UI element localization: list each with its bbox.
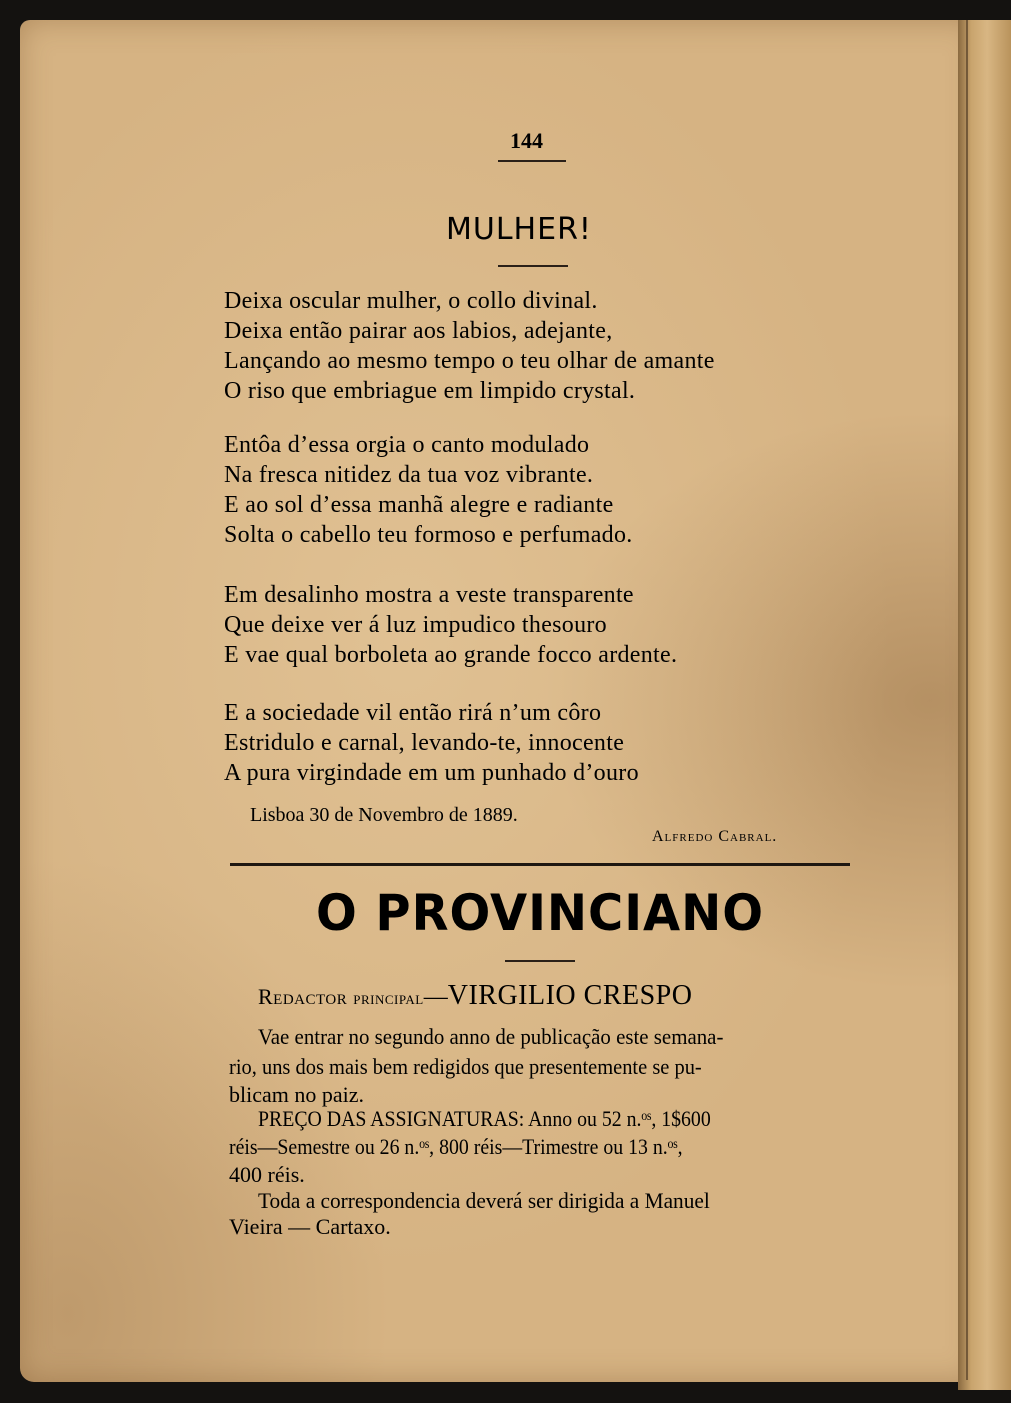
stanza-3 — [224, 580, 677, 670]
verse-line: Em desalinho mostra a veste transparente — [224, 582, 634, 608]
section-divider — [230, 863, 850, 866]
editor-name: VIRGILIO CRESPO — [447, 980, 693, 1011]
verse-line: O riso que embriague em limpido crystal. — [224, 378, 636, 404]
verse-line: E vae qual borboleta ao grande focco ardente. — [224, 642, 678, 668]
masthead-rule — [505, 960, 575, 962]
page-edge — [966, 20, 968, 1380]
editor-dash: — — [423, 984, 448, 1010]
notice-line: blicam no paiz. — [229, 1082, 365, 1107]
notice-line: 400 réis. — [229, 1162, 305, 1187]
place-date: Lisboa 30 de Novembro de 1889. — [250, 804, 518, 826]
verse-line: Deixa oscular mulher, o collo divinal. — [224, 288, 598, 314]
verse-line: A pura virgindade em um punhado d’ouro — [224, 760, 639, 786]
verse-line: Entôa d’essa orgia o canto modulado — [224, 432, 590, 458]
stanza-2 — [224, 430, 633, 550]
editor-label: Redactor — [258, 984, 348, 1009]
notice-line: réis—Semestre ou 26 n.ᵒˢ, 800 réis—Trimestre ou 13 n.ᵒˢ, — [229, 1134, 683, 1159]
verse-line: E ao sol d’essa manhã alegre e radiante — [224, 492, 614, 518]
notice-line: Vieira — Cartaxo. — [229, 1214, 391, 1239]
notice-line: Toda a correspondencia deverá ser dirigida a Manuel — [258, 1188, 710, 1213]
stanza-1 — [224, 286, 715, 406]
verse-line: Na fresca nitidez da tua voz vibrante. — [224, 462, 594, 488]
verse-line: Lançando ao mesmo tempo o teu olhar de amante — [224, 348, 715, 374]
editor-line — [258, 980, 692, 1012]
newspaper-masthead: O PROVINCIANO — [316, 884, 765, 942]
verse-line: Solta o cabello teu formoso e perfumado. — [224, 522, 633, 548]
verse-line: Estridulo e carnal, levando-te, innocente — [224, 730, 625, 756]
notice-line: Vae entrar no segundo anno de publicação este semana- — [258, 1024, 724, 1049]
editor-label: principal — [353, 988, 424, 1008]
poem-title: MULHER! — [446, 212, 592, 247]
verse-line: E a sociedade vil então rirá n’um côro — [224, 700, 602, 726]
verse-line: Deixa então pairar aos labios, adejante, — [224, 318, 613, 344]
notice-line: rio, uns dos mais bem redigidos que presentemente se pu- — [229, 1054, 702, 1079]
stanza-4 — [224, 698, 639, 788]
page-number-underline — [498, 160, 566, 162]
title-rule — [498, 265, 568, 267]
verse-line: Que deixe ver á luz impudico thesouro — [224, 612, 607, 638]
page-number: 144 — [510, 128, 543, 153]
poem-author: Alfredo Cabral. — [652, 828, 778, 845]
notice-line: PREÇO DAS ASSIGNATURAS: Anno ou 52 n.ᵒˢ, 1$600 — [258, 1106, 711, 1131]
